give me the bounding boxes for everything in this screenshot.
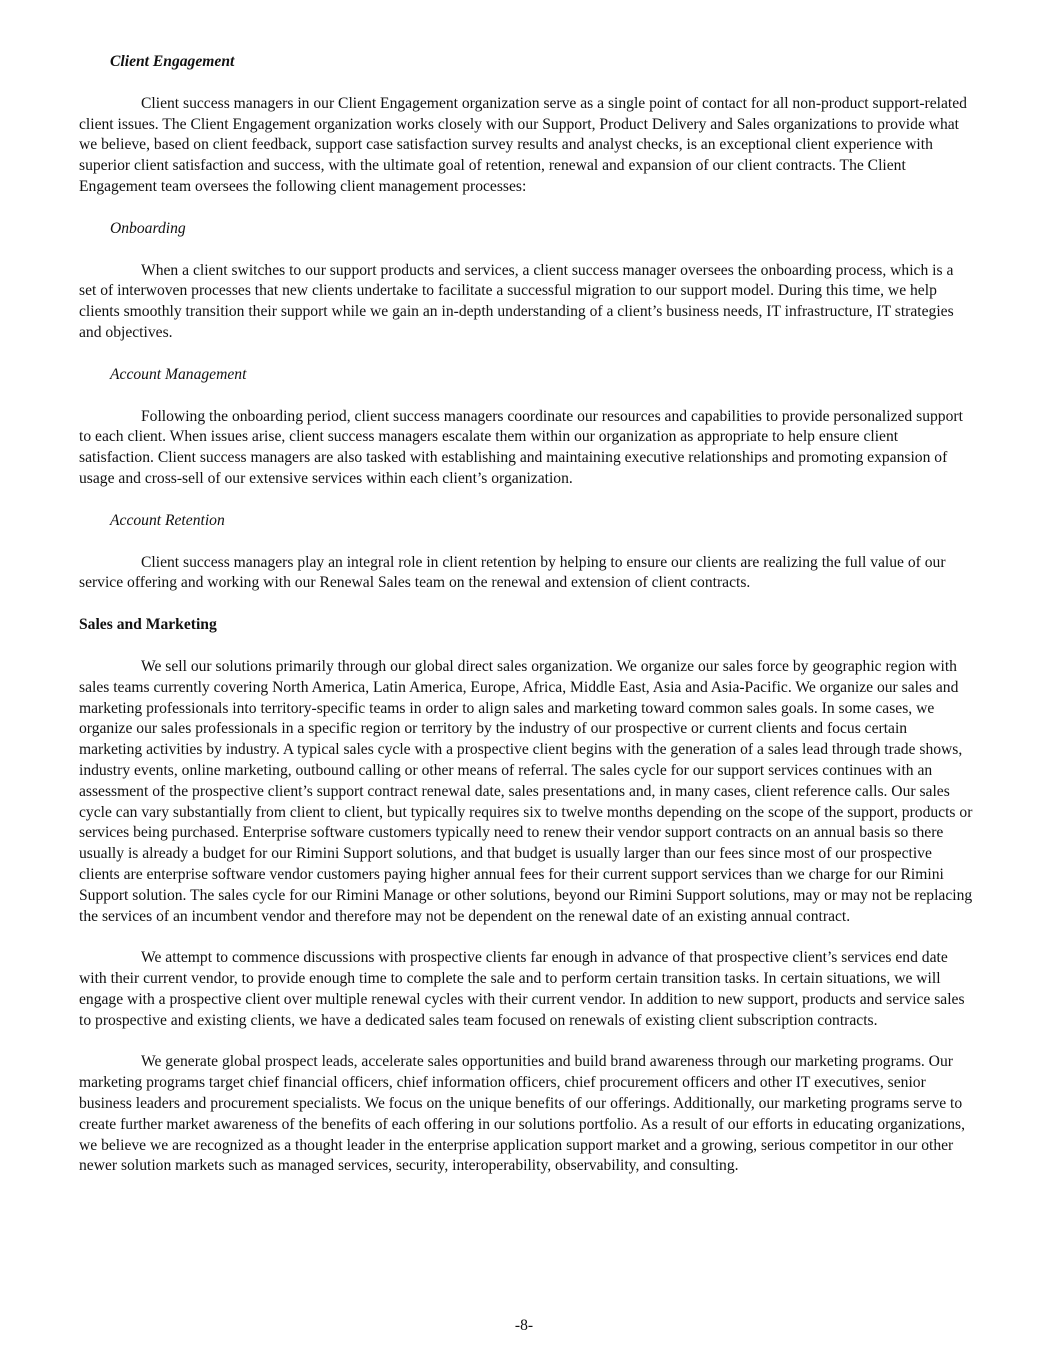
paragraph-onboarding: When a client switches to our support products and services, a client success manager oversees the onboarding process, which is a set of interwoven processes that new clients undertake to facilitate a successful migration to our support model. During this time, we help clients smoothly transition their support while we gain an in-depth understanding of a client’s business needs, IT infrastructure, IT strategies and objectives.: [79, 261, 954, 341]
heading-onboarding: Onboarding: [110, 219, 186, 237]
heading-account-retention: Account Retention: [110, 511, 225, 529]
heading-sales-and-marketing: Sales and Marketing: [79, 616, 217, 634]
paragraph-client-engagement: Client success managers in our Client Engagement organization serve as a single point of contact for all non-product support-related client issues. The Client Engagement organization works closely with our Support, Product Delivery and Sales organizations to provide what we believe, based on client feedback, support case satisfaction survey results and analyst checks, is an exceptional client experience with superior client satisfaction and success, with the ultimate goal of retention, renewal and expansion of our client contracts. The Client Engagement team oversees the following client management processes:: [79, 94, 967, 195]
paragraph-account-retention: Client success managers play an integral role in client retention by helping to ensure our clients are realizing the full value of our service offering and working with our Renewal Sales team on the renewal and extension of client contracts.: [79, 553, 946, 592]
document-page: [79, 52, 974, 1198]
paragraph-sales-3: We generate global prospect leads, accelerate sales opportunities and build brand awareness through our marketing programs. Our marketing programs target chief financial officers, chief information officers, chief procurement officers and other IT executives, senior business leaders and procurement specialists. We focus on the unique benefits of our offerings. Additionally, our marketing programs serve to create further market awareness of the benefits of each offering in our solutions portfolio. As a result of our efforts in educating organizations, we believe we are recognized as a thought leader in the enterprise application support market and a growing, serious competitor in our other newer solution markets such as managed services, security, interoperability, observability, and consulting.: [79, 1053, 965, 1175]
page-number: -8-: [514, 1317, 534, 1334]
paragraph-sales-1: We sell our solutions primarily through our global direct sales organization. We organize our sales force by geographic region with sales teams currently covering North America, Latin America, Europe, Africa, Middle East, Asia and Asia-Pacific. We organize our sales and marketing professionals into territory-specific teams in order to align sales and marketing toward common sales goals. In some cases, we organize our sales professionals in a specific region or territory by the industry of our prospective or current clients and focus certain marketing activities by industry. A typical sales cycle with a prospective client begins with the generation of a sales lead through trade shows, industry events, online marketing, outbound calling or other means of referral. The sales cycle for our support services continues with an assessment of the prospective client’s support contract renewal date, sales presentations and, in many cases, client reference calls. Our sales cycle can vary substantially from client to client, but typically requires six to twelve months depending on the scope of the support, products or services being purchased. Enterprise software customers typically need to renew their vendor support contracts on an annual basis so there usually is already a budget for our Rimini Support solutions, and that budget is usually larger than our fees since most of our prospective clients are enterprise software vendor customers paying higher annual fees for their current support services than we charge for our Rimini Support solution. The sales cycle for our Rimini Manage or other solutions, beyond our Rimini Support solutions, may or may not be replacing the services of an incumbent vendor and therefore may not be dependent on the renewal date of an existing annual contract.: [79, 657, 973, 925]
paragraph-account-management: Following the onboarding period, client success managers coordinate our resources and capabilities to provide personalized support to each client. When issues arise, client success managers escalate them within our organization as appropriate to help ensure client satisfaction. Client success managers are also tasked with establishing and maintaining executive relationships and promoting expansion of usage and cross-sell of our extensive services within each client’s organization.: [79, 407, 963, 487]
paragraph-sales-2: We attempt to commence discussions with prospective clients far enough in advance of that prospective client’s services end date with their current vendor, to provide enough time to complete the sale and to perform certain transition tasks. In certain situations, we will engage with a prospective client over multiple renewal cycles with their current vendor. In addition to new support, products and service sales to prospective and existing clients, we have a dedicated sales team focused on renewals of existing client subscription contracts.: [79, 949, 965, 1029]
heading-client-engagement: Client Engagement: [110, 53, 235, 70]
heading-account-management: Account Management: [110, 365, 247, 383]
